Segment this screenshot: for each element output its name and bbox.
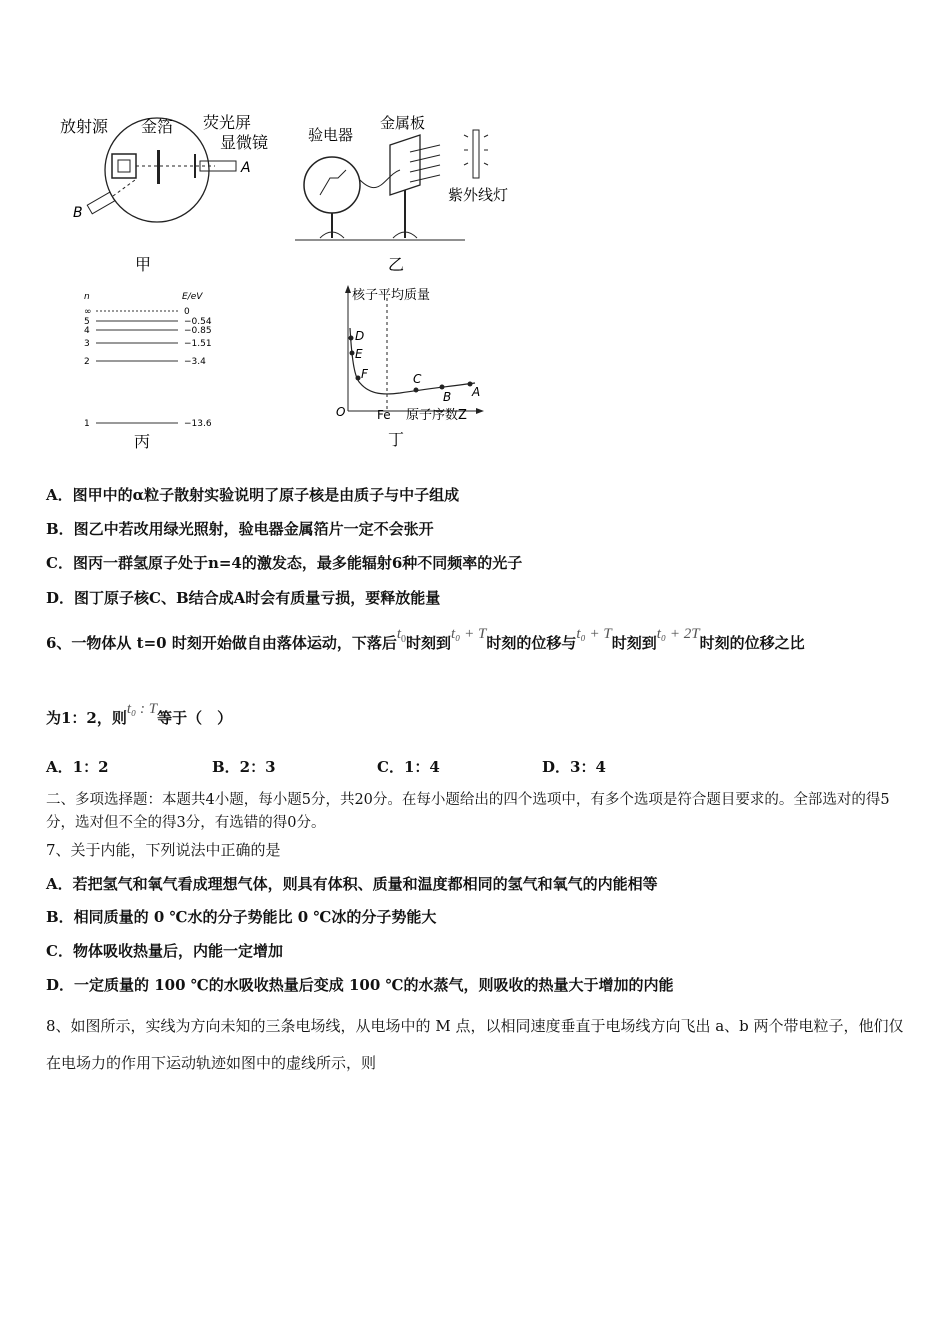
q5-option-a: A．图甲中的α粒子散射实验说明了原子核是由质子与中子组成	[46, 486, 460, 504]
math-t0-plus-t-2: t₀ + T	[576, 626, 612, 642]
q7-option-c: C．物体吸收热量后，内能一定增加	[46, 942, 283, 960]
q6-stem-line2	[46, 701, 233, 729]
label-microscope: 显微镜	[220, 133, 269, 152]
q6-part4: 时刻到	[611, 634, 657, 652]
figure-ding	[330, 283, 500, 453]
bing-e-header: E/eV	[182, 292, 203, 302]
label-plate: 金属板	[380, 114, 426, 132]
q5-option-c: C．图丙一群氢原子处于n=4的激发态，最多能辐射6种不同频率的光子	[46, 554, 523, 572]
q6-part3: 时刻的位移与	[486, 634, 577, 652]
label-b: B	[73, 205, 83, 221]
energy-level-n: 2	[84, 357, 90, 367]
ding-point-a: A	[472, 385, 481, 399]
q6-part6: 为1：2，则	[46, 709, 127, 727]
figure-yi	[290, 110, 530, 275]
caption-bing: 丙	[134, 432, 151, 451]
q7-option-a: A．若把氢气和氧气看成理想气体，则具有体积、质量和温度都相同的氢气和氧气的内能相等	[46, 875, 658, 893]
ding-point-f: F	[361, 367, 368, 381]
q6-option-b: B．2：3	[212, 758, 276, 776]
bing-n-header: n	[84, 292, 90, 302]
q6-option-d: D．3：4	[542, 758, 606, 776]
caption-ding: 丁	[388, 430, 405, 449]
energy-level-e: 0	[184, 307, 190, 317]
energy-level-n: ∞	[84, 307, 92, 317]
ding-fe: Fe	[377, 408, 391, 422]
q6-option-c: C．1：4	[377, 758, 440, 776]
energy-level-n: 4	[84, 326, 90, 336]
energy-level-n: 5	[84, 317, 90, 327]
q6-option-a: A．1：2	[46, 758, 109, 776]
q6-part7: 等于（ ）	[157, 709, 233, 727]
label-foil: 金箔	[141, 117, 174, 136]
math-t0-plus-t: t₀ + T	[451, 626, 487, 642]
energy-level-e: −0.85	[184, 326, 212, 336]
ding-point-c: C	[413, 372, 422, 386]
label-source: 放射源	[60, 117, 109, 136]
q7-option-d: D．一定质量的 100 ℃的水吸收热量后变成 100 ℃的水蒸气，则吸收的热量大于增加的内能	[46, 976, 674, 994]
q6-stem-line1	[46, 626, 805, 660]
ding-ylabel: 核子平均质量	[352, 288, 431, 303]
q7-option-b: B．相同质量的 0 ℃水的分子势能比 0 ℃冰的分子势能大	[46, 908, 437, 926]
ding-origin: O	[336, 405, 346, 419]
figure-bing	[78, 285, 238, 455]
energy-level-e: −3.4	[184, 357, 206, 367]
math-t0-plus-2t: t₀ + 2T	[656, 626, 700, 642]
caption-jia: 甲	[135, 255, 152, 274]
math-t0: $t_0$	[396, 626, 406, 645]
energy-level-n: 3	[84, 339, 90, 349]
label-lamp: 紫外线灯	[448, 186, 509, 204]
math-ratio: t₀ : T	[126, 701, 158, 717]
section-2-heading: 二、多项选择题：本题共4小题，每小题5分，共20分。在每小题给出的四个选项中，有多个选项是符合题目要求的。全部选对的得5分，选对但不全的得3分，有选错的得0分。	[46, 792, 890, 831]
ding-point-e: E	[355, 347, 363, 361]
energy-level-e: −0.54	[184, 317, 212, 327]
energy-level-n: 1	[84, 419, 90, 429]
q5-option-b: B．图乙中若改用绿光照射，验电器金属箔片一定不会张开	[46, 520, 434, 538]
q5-option-d: D．图丁原子核C、B结合成A时会有质量亏损，要释放能量	[46, 589, 441, 607]
q6-part1: 6、一物体从 t=0 时刻开始做自由落体运动，下落后	[46, 634, 397, 652]
label-electroscope: 验电器	[308, 126, 354, 144]
energy-level-e: −13.6	[184, 419, 212, 429]
energy-level-e: −1.51	[184, 339, 212, 349]
q7-stem: 7、关于内能，下列说法中正确的是	[46, 841, 281, 859]
q6-part5: 时刻的位移之比	[699, 634, 805, 652]
figure-jia	[55, 110, 285, 275]
label-screen: 荧光屏	[203, 113, 252, 132]
ding-xlabel: 原子序数Z	[406, 408, 467, 423]
q6-part2: 时刻到	[406, 634, 452, 652]
ding-point-d: D	[355, 329, 365, 343]
q8-stem: 8、如图所示，实线为方向未知的三条电场线，从电场中的 M 点，以相同速度垂直于电场线方向飞出 a、b 两个带电粒子，他们仅在电场力的作用下运动轨迹如图中的虚线所示，则	[46, 1017, 904, 1072]
caption-yi: 乙	[388, 255, 405, 274]
label-a: A	[241, 160, 251, 176]
ding-point-b: B	[443, 390, 452, 404]
